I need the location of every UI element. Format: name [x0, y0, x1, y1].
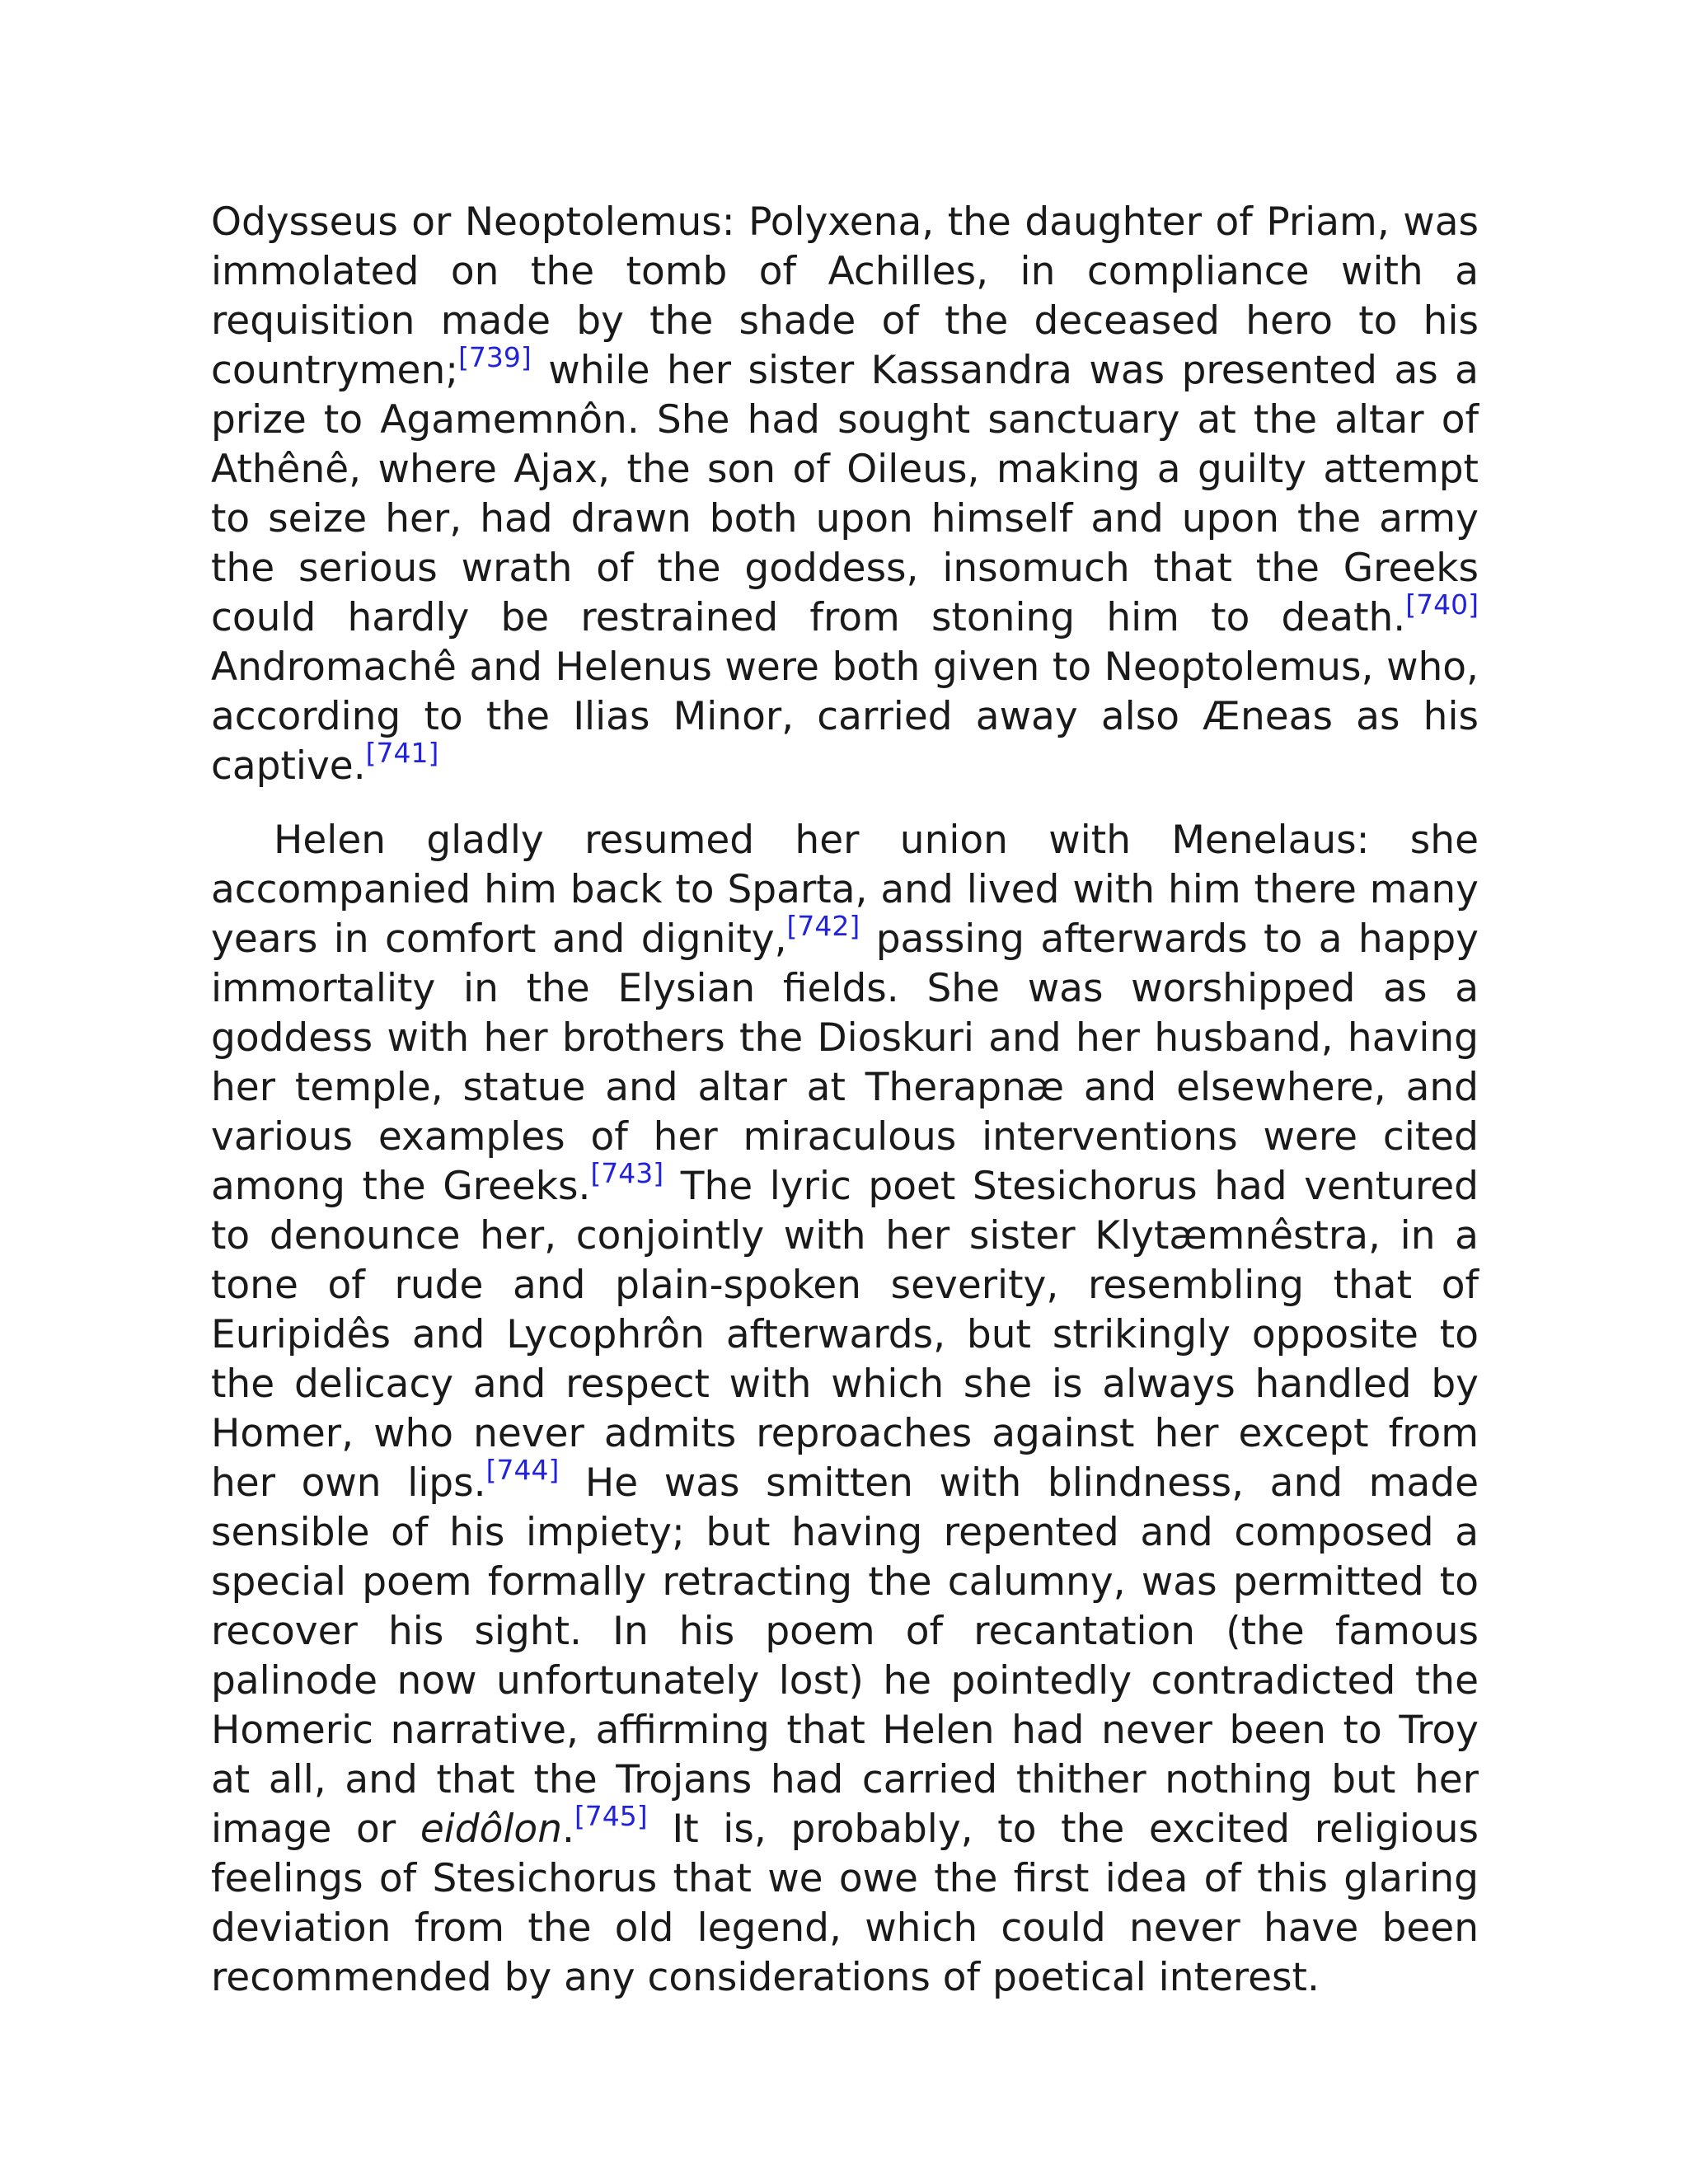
- footnote-link-744[interactable]: [744]: [485, 1454, 560, 1486]
- footnote-link-741[interactable]: [741]: [365, 737, 439, 769]
- paragraph-text: It is, probably, to the excited religious feelings of Stesichorus that we owe the first idea of this glaring deviation from the old legend, which could never have been recommended by any considerations of poetical interest.: [211, 1807, 1479, 2000]
- document-page: [211, 198, 1479, 2003]
- italic-term: eidôlon: [420, 1807, 562, 1852]
- paragraph-text: He was smitten with blindness, and made sensible of his impiety; but having repented and composed a special poem formally retracting the calumny, was permitted to recover his sight. In his poem of recantation (the famous palinode now unfortunately lost) he pointedly contradicted the Homeric narrative, affirming that Helen had never been to Troy at all, and that the Trojans had carried thither nothing but her image or: [211, 1460, 1479, 1852]
- footnote-link-742[interactable]: [742]: [786, 910, 860, 942]
- paragraph-text: Odysseus or Neoptolemus: Polyxena, the daughter of Priam, was immolated on the tomb of Achilles, in compliance with a requisition made by the shade of the deceased hero to his countrymen;: [211, 199, 1479, 393]
- paragraph-text: Andromachê and Helenus were both given to Neoptolemus, who, according to the Ilias Minor, carried away also Æneas as his captive.: [211, 644, 1479, 789]
- paragraph-text: .: [561, 1807, 574, 1852]
- paragraph-1: [211, 198, 1479, 791]
- footnote-link-740[interactable]: [740]: [1405, 588, 1479, 621]
- paragraph-2: [211, 816, 1479, 2003]
- paragraph-text: passing afterwards to a happy immortality in the Elysian fields. She was worshipped as a goddess with her brothers the Dioskuri and her husband, having her temple, statue and altar at Therapnæ and elsewhere, and various examples of her miraculous interventions were cited among the Greeks.: [211, 916, 1479, 1209]
- footnote-link-739[interactable]: [739]: [458, 341, 532, 373]
- paragraph-text: The lyric poet Stesichorus had ventured to denounce her, conjointly with her sister Klytæmnêstra, in a tone of rude and plain-spoken severity, resembling that of Euripidês and Lycophrôn afterwards, but strikingly opposite to the delicacy and respect with which she is always handled by Homer, who never admits reproaches against her except from her own lips.: [211, 1164, 1479, 1506]
- footnote-link-743[interactable]: [743]: [590, 1157, 664, 1189]
- paragraph-text: Helen gladly resumed her union with Menelaus: she accompanied him back to Sparta, and lived with him there many years in comfort and dignity,: [211, 818, 1479, 962]
- footnote-link-745[interactable]: [745]: [574, 1800, 648, 1832]
- paragraph-text: while her sister Kassandra was presented as a prize to Agamemnôn. She had sought sanctuary at the altar of Athênê, where Ajax, the son of Oileus, making a guilty attempt to seize her, had drawn both upon himself and upon the army the serious wrath of the goddess, insomuch that the Greeks could hardly be restrained from stoning him to death.: [211, 348, 1479, 640]
